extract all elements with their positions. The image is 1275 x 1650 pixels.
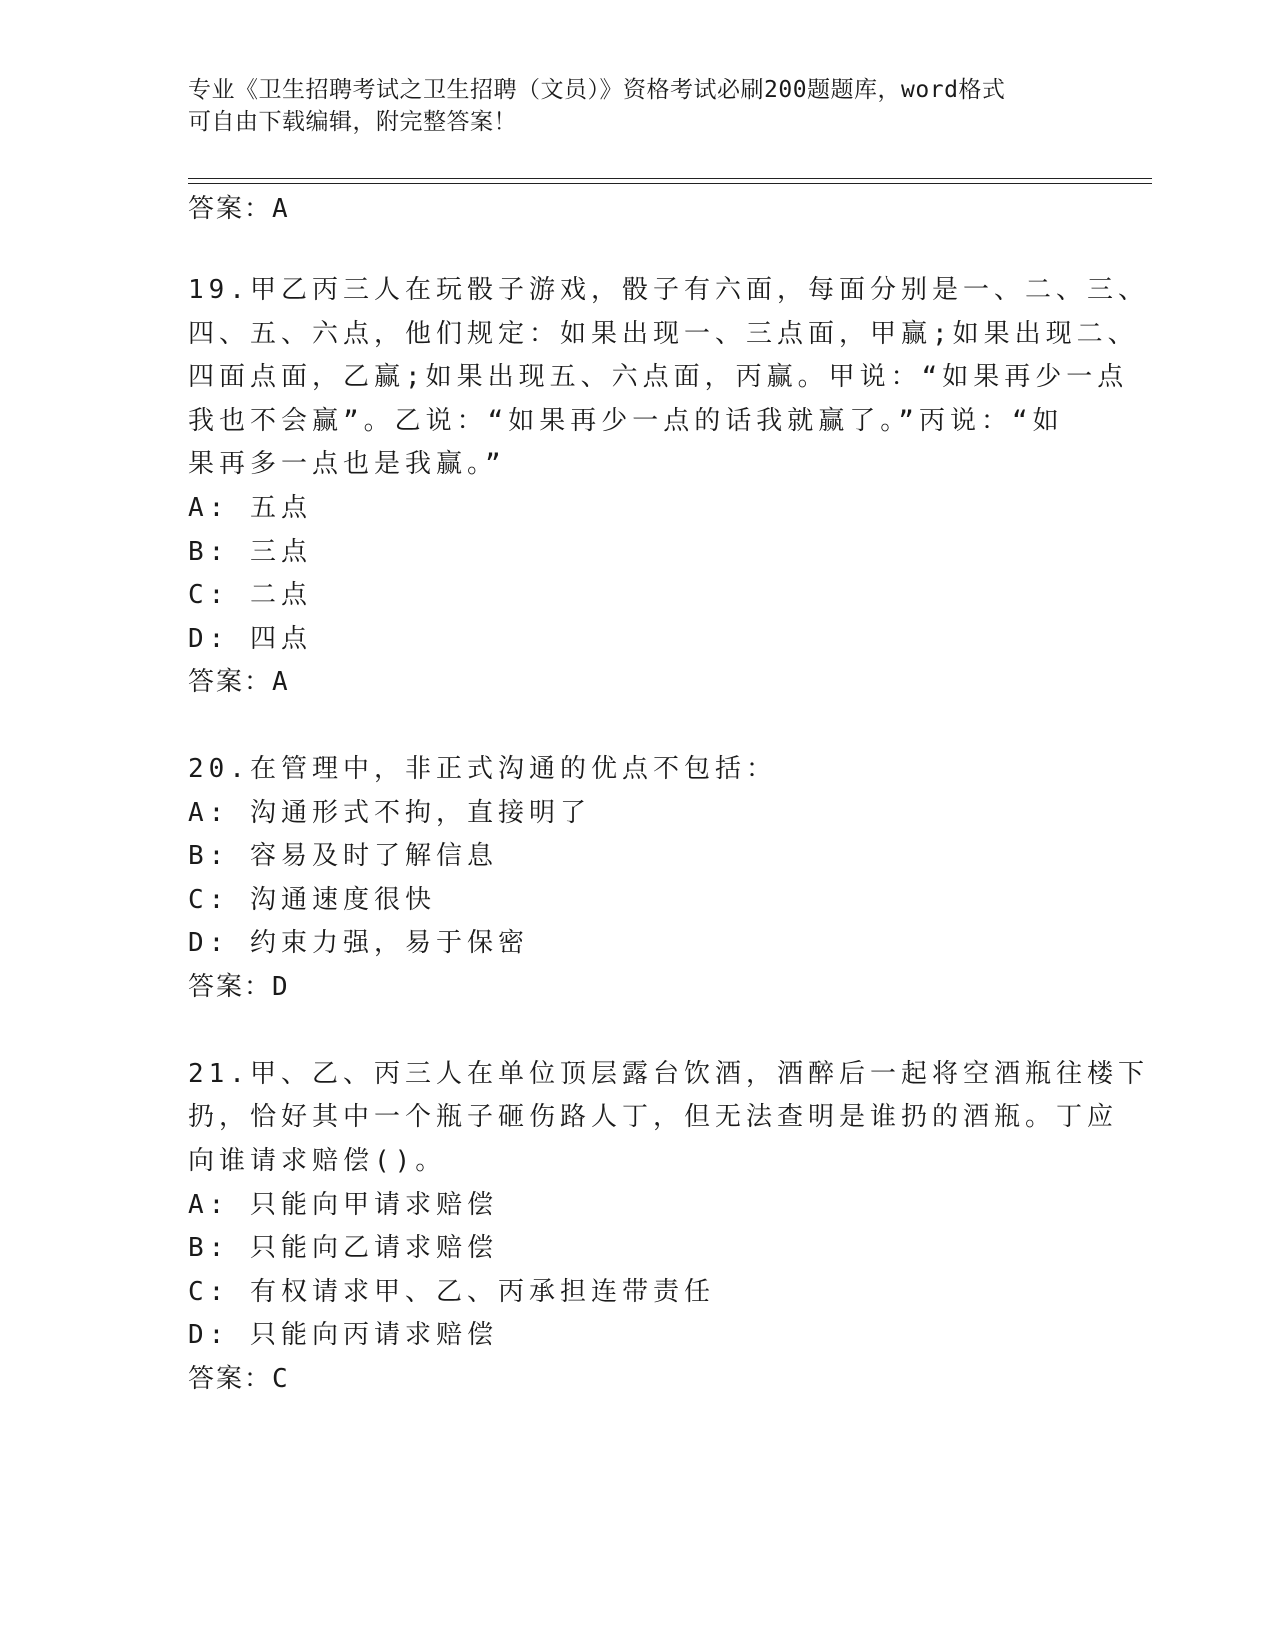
question-19-option-b: B: 三点 [188,537,312,567]
question-20-option-a: A: 沟通形式不拘，直接明了 [188,798,591,828]
header-line: 可自由下载编辑，附完整答案！ [188,109,517,135]
question-19-option-c: C: 二点 [188,580,312,610]
question-19-text: 我也不会赢”。乙说：“如果再少一点的话我就赢了。”丙说：“如 [188,406,1064,436]
question-21-answer: 答案：C [188,1364,290,1394]
question-21-text: 21.甲、乙、丙三人在单位顶层露台饮酒，酒醉后一起将空酒瓶往楼下 [188,1059,1149,1089]
question-19-text: 19.甲乙丙三人在玩骰子游戏，骰子有六面，每面分别是一、二、三、 [188,275,1149,305]
question-19-text: 果再多一点也是我赢。” [188,449,506,479]
header-line: 专业《卫生招聘考试之卫生招聘（文员）》资格考试必刷200题题库，word格式 [188,77,1006,103]
question-21-text: 扔，恰好其中一个瓶子砸伤路人丁，但无法查明是谁扔的酒瓶。丁应 [188,1102,1119,1132]
question-19-text: 四面点面，乙赢;如果出现五、六点面，丙赢。甲说：“如果再少一点 [188,362,1129,392]
question-21-option-d: D: 只能向丙请求赔偿 [188,1320,498,1350]
header-divider [188,183,1152,184]
question-21-option-b: B: 只能向乙请求赔偿 [188,1233,498,1263]
question-19-option-d: D: 四点 [188,624,312,654]
question-20-option-d: D: 约束力强，易于保密 [188,928,529,958]
question-20-option-c: C: 沟通速度很快 [188,885,436,915]
question-21-option-c: C: 有权请求甲、乙、丙承担连带责任 [188,1277,715,1307]
question-20-option-b: B: 容易及时了解信息 [188,841,498,871]
answer-line: 答案：A [188,194,290,224]
question-19-answer: 答案：A [188,667,290,697]
question-21-text: 向谁请求赔偿()。 [188,1146,447,1176]
document-header [188,74,1068,138]
question-19-option-a: A: 五点 [188,493,312,523]
header-divider [188,178,1152,179]
question-20-text: 20.在管理中，非正式沟通的优点不包括： [188,754,777,784]
question-20-answer: 答案：D [188,972,290,1002]
question-21-option-a: A: 只能向甲请求赔偿 [188,1190,498,1220]
question-19-text: 四、五、六点，他们规定：如果出现一、三点面，甲赢;如果出现二、 [188,319,1139,349]
